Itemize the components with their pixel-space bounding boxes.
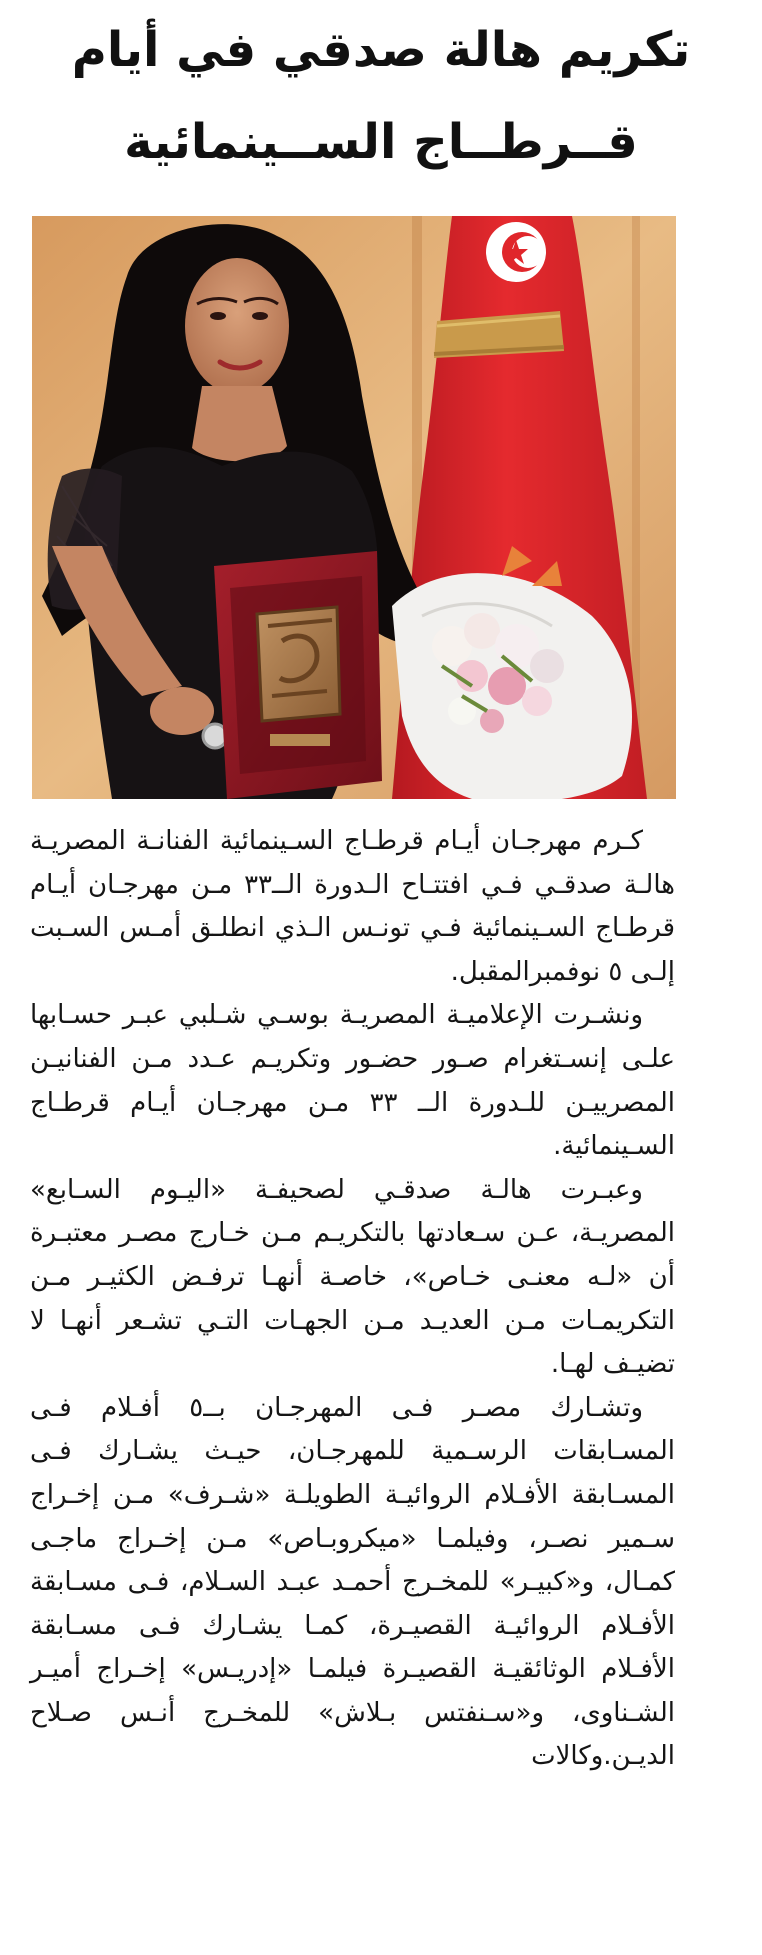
article-paragraph-2: ونشـرت الإعلاميـة المصريـة بوسـي شـلبي عبـر حسـابها علـى إنسـتغرام صـور حضـور وتكريـم عـدد مـن الفنانيـن المصرييـن للـدورة الــ ٣٣ مـن مهرجـان أيـام قرطـاج السـينمائية. xyxy=(30,1000,675,1162)
headline-line-1: تكريم هالة صدقي في أيام xyxy=(71,22,691,78)
award-box xyxy=(214,551,382,799)
face xyxy=(185,258,289,394)
article-body xyxy=(30,820,675,1779)
article-photo xyxy=(32,216,676,799)
article-paragraph-4: وتشـارك مصـر فـى المهرجـان بــ٥ أفـلام فـى المسـابقات الرسـمية للمهرجـان، حيـث يشـارك فـى المسـابقة الأفـلام الروائيـة الطويلـة «شـرف» مـن إخـراج سـمير نصـر، وفيلمـا «ميكروبـاص» مـن إخـراج ماجـى كمـال، و«كبيـر» للمخـرج أحمـد عبـد السـلام، فـى مسـابقة الأفـلام الروائيـة القصيـرة، كمـا يشـارك فـى مسـابقة الأفـلام الوثائقيـة القصيـرة فيلمـا «إدريـس» إخـراج أميـر الشـناوى، و«سـنفتس بـلاش» للمخـرج أنـس صـلاح الديـن.وكالات xyxy=(30,1392,675,1772)
article-paragraph-3: وعبـرت هالـة صدقـي لصحيفـة «اليـوم السـابع» المصريـة، عـن سـعادتها بالتكريـم مـن خـارج مصـر معتبـرة أن «لـه معنـى خـاص»، خاصـة أنهـا ترفـض الكثيـر مـن التكريمـات مـن العديـد مـن الجهـات التـي تشـعر أنهـا لا تضيـف لهـا. xyxy=(30,1174,675,1380)
headline-line-2: قــرطــاج الســينمائية xyxy=(124,114,638,170)
article-paragraph-1: كـرم مهرجـان أيـام قرطـاج السـينمائية الفنانـة المصريـة هالـة صدقـي فـي افتتـاح الـدورة الــ٣٣ مـن مهرجـان أيـام قرطـاج السـينمائية فـي تونـس الـذي انطلـق أمـس السـبت إلـى ٥ نوفمبرالمقبل. xyxy=(30,826,675,987)
